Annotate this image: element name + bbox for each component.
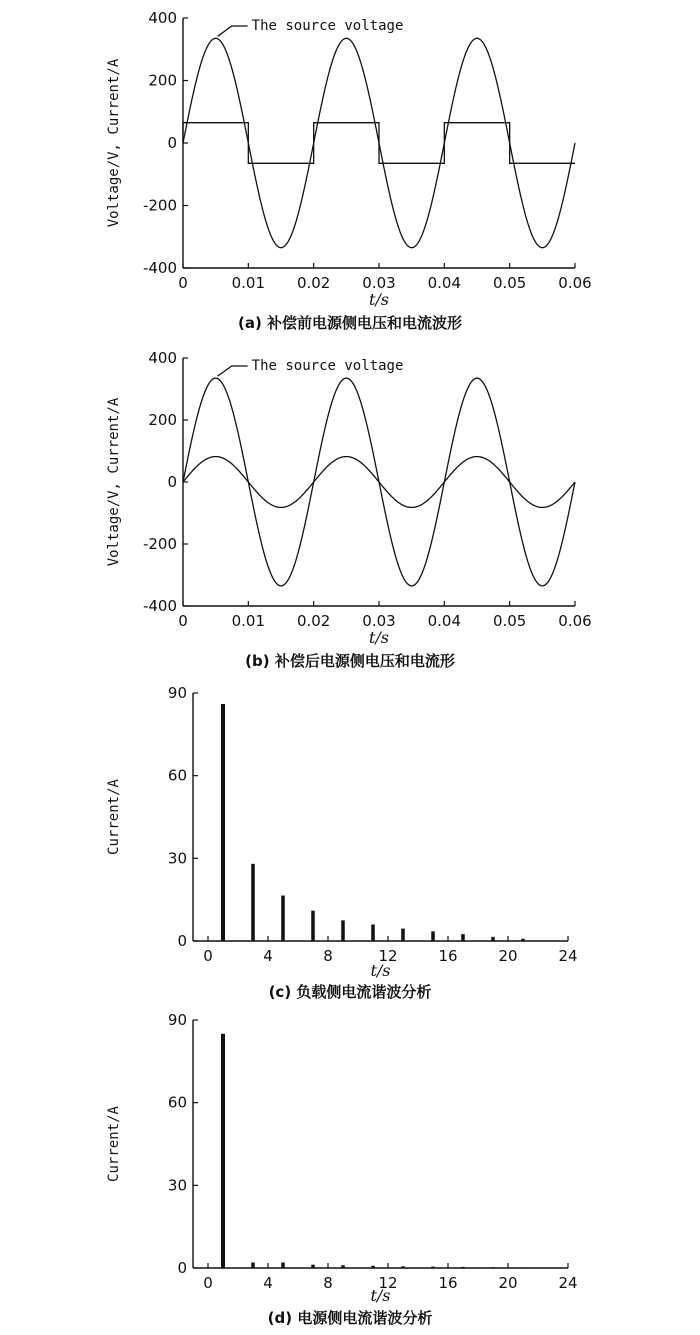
y-axis-label: Voltage/V, Current/A — [106, 397, 122, 567]
figure-caption: (b) 补偿后电源侧电压和电流形 — [245, 652, 455, 670]
series-line-source-current — [183, 123, 575, 164]
x-tick-label: 0.04 — [427, 274, 462, 292]
x-tick-label: 24 — [558, 1274, 578, 1292]
annotation-label: The source voltage — [251, 358, 404, 374]
y-tick-label: 60 — [167, 1093, 187, 1112]
chart-panel-a — [106, 9, 592, 332]
y-tick-label: 0 — [167, 134, 177, 152]
y-tick-label: -400 — [142, 597, 177, 615]
y-tick-label: 400 — [148, 349, 177, 367]
y-tick-label: 200 — [148, 71, 177, 90]
x-axis-label: t/s — [368, 290, 390, 309]
x-tick-label: 4 — [263, 1274, 273, 1292]
y-tick-label: 400 — [148, 9, 177, 27]
y-tick-label: -400 — [142, 259, 177, 277]
x-tick-label: 0.01 — [231, 612, 266, 630]
x-tick-label: 0 — [203, 1274, 213, 1292]
x-axis-label: t/s — [368, 628, 390, 647]
x-tick-label: 12 — [378, 947, 398, 965]
x-axis-label: t/s — [370, 961, 391, 980]
x-tick-label: 12 — [378, 1274, 398, 1292]
x-tick-label: 0.05 — [492, 612, 527, 630]
y-tick-label: 60 — [167, 766, 187, 785]
chart-panel-d — [106, 1011, 578, 1327]
y-tick-label: 0 — [177, 932, 187, 950]
bar-harmonic-13 — [401, 929, 405, 941]
bar-harmonic-9 — [341, 920, 345, 941]
annotation-pointer — [218, 26, 248, 36]
bar-harmonic-15 — [431, 1267, 435, 1268]
chart-panel-c — [106, 684, 578, 1001]
x-tick-label: 0 — [178, 612, 188, 630]
bar-harmonic-7 — [311, 1265, 315, 1268]
x-tick-label: 4 — [263, 947, 273, 965]
x-tick-label: 8 — [323, 1274, 333, 1292]
bar-harmonic-5 — [281, 896, 285, 941]
y-tick-label: 0 — [177, 1259, 187, 1277]
bar-harmonic-1 — [221, 704, 225, 941]
y-tick-label: 0 — [167, 473, 177, 491]
bar-harmonic-21 — [521, 1267, 525, 1268]
bar-harmonic-19 — [491, 937, 495, 941]
x-tick-label: 0.01 — [231, 274, 266, 292]
bar-harmonic-1 — [221, 1034, 225, 1268]
y-tick-label: 90 — [167, 684, 187, 702]
x-tick-label: 24 — [558, 947, 578, 965]
figure-caption: (d) 电源侧电流谐波分析 — [267, 1309, 433, 1327]
x-tick-label: 0.03 — [362, 274, 396, 292]
y-axis-label: Current/A — [106, 779, 122, 855]
figure-caption: (a) 补偿前电源侧电压和电流波形 — [237, 314, 463, 332]
x-tick-label: 0.03 — [362, 612, 396, 630]
y-axis-label: Voltage/V, Current/A — [106, 58, 122, 228]
y-axis-label: Current/A — [106, 1106, 122, 1182]
x-tick-label: 0.04 — [427, 612, 462, 630]
y-tick-label: 200 — [148, 411, 177, 429]
bar-harmonic-17 — [461, 934, 465, 941]
bar-harmonic-7 — [311, 911, 315, 941]
bar-harmonic-5 — [281, 1262, 285, 1268]
x-tick-label: 20 — [498, 1274, 518, 1292]
figure-caption: (c) 负载侧电流谐波分析 — [268, 983, 432, 1001]
annotation-pointer — [218, 366, 248, 376]
x-tick-label: 0.06 — [558, 612, 592, 630]
x-tick-label: 0.06 — [558, 274, 592, 292]
bar-harmonic-13 — [401, 1266, 405, 1268]
y-tick-label: -200 — [142, 535, 177, 553]
bar-harmonic-15 — [431, 931, 435, 941]
bar-harmonic-17 — [461, 1267, 465, 1268]
x-tick-label: 0.02 — [296, 612, 331, 630]
x-tick-label: 16 — [438, 947, 458, 965]
x-axis-label: t/s — [370, 1286, 391, 1305]
bar-harmonic-19 — [491, 1267, 495, 1268]
x-tick-label: 0 — [203, 947, 213, 965]
y-tick-label: 30 — [167, 1176, 187, 1195]
x-tick-label: 16 — [438, 1274, 458, 1292]
x-tick-label: 0.05 — [492, 274, 527, 292]
chart-panel-b — [106, 349, 592, 670]
y-tick-label: 90 — [167, 1011, 187, 1029]
x-tick-label: 0 — [178, 274, 188, 292]
series-line-source-current — [183, 457, 575, 508]
bar-harmonic-9 — [341, 1265, 345, 1268]
bar-harmonic-21 — [521, 939, 525, 941]
x-tick-label: 0.02 — [296, 274, 331, 292]
bar-harmonic-11 — [371, 1266, 375, 1268]
y-tick-label: 30 — [167, 849, 187, 868]
annotation-label: The source voltage — [251, 18, 404, 34]
bar-harmonic-3 — [251, 864, 255, 941]
bar-harmonic-11 — [371, 924, 375, 941]
bar-harmonic-3 — [251, 1262, 255, 1268]
x-tick-label: 8 — [323, 947, 333, 965]
y-tick-label: -200 — [142, 196, 177, 215]
x-tick-label: 20 — [498, 947, 518, 965]
